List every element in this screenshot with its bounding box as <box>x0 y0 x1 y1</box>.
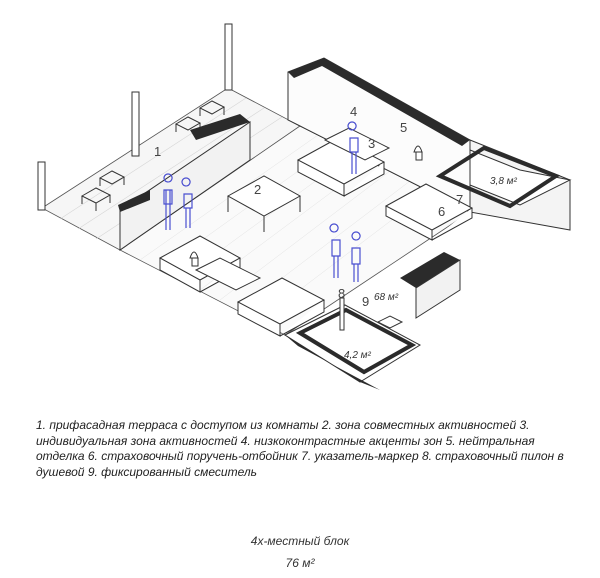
zone-label-2: 2 <box>254 182 262 197</box>
zone-label-1: 1 <box>154 144 162 159</box>
area-bath-1: 3,8 м² <box>490 176 517 187</box>
block-area: 76 м² <box>285 556 315 570</box>
block-title: 4х-местный блок <box>250 534 350 548</box>
zone-label-7: 7 <box>456 192 464 207</box>
zone-label-5: 5 <box>400 120 408 135</box>
zone-label-8: 8 <box>338 286 346 301</box>
legend-text: 1. прифасадная терраса с доступом из комнаты 2. зона совместных активностей 3. индивидуальная зона активностей 4. низкоконтрастные акценты зон 5. нейтральная отделка 6. страховочный поручень-отбойник 7. указатель-маркер 8. страховочный пилон в душевой 9. фиксированный смеситель <box>36 418 564 479</box>
zone-label-4: 4 <box>350 104 358 119</box>
zone-label-6: 6 <box>438 204 446 219</box>
zone-label-3: 3 <box>368 136 376 151</box>
area-main: 68 м² <box>374 292 399 303</box>
area-bath-2: 4,2 м² <box>344 350 371 361</box>
zone-label-9: 9 <box>362 294 370 309</box>
